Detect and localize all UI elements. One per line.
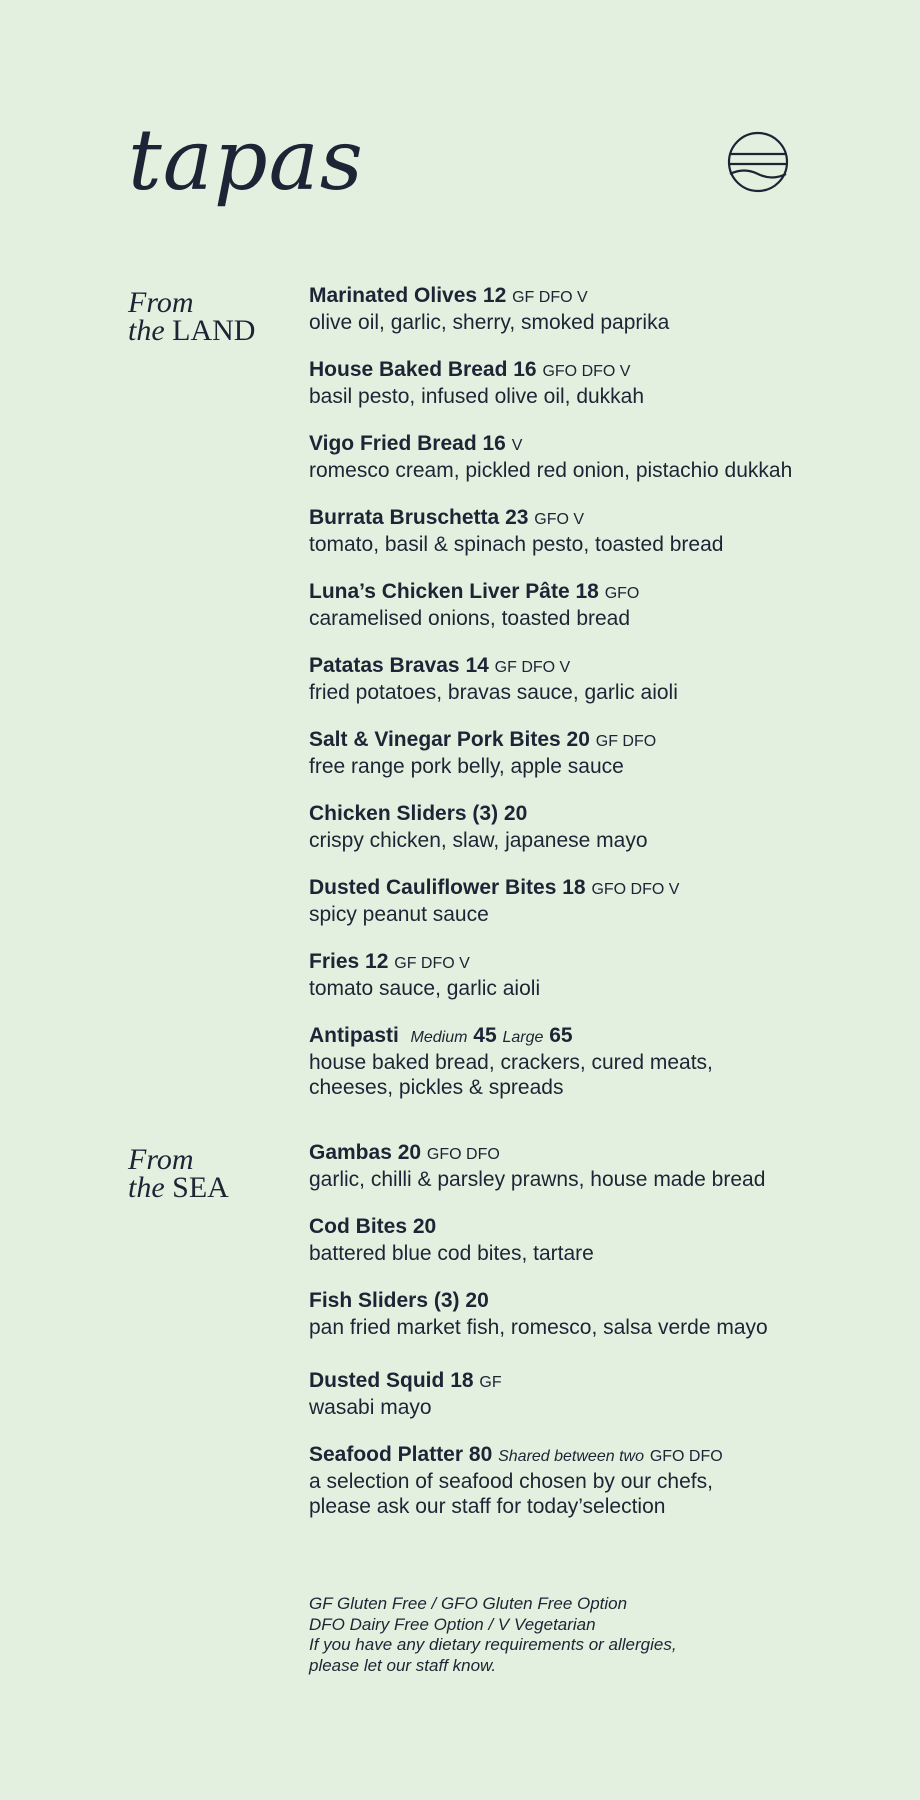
- item-description: caramelised onions, toasted bread: [309, 607, 631, 630]
- item-description: romesco cream, pickled red onion, pistachio dukkah: [309, 459, 793, 482]
- item-description: basil pesto, infused olive oil, dukkah: [309, 385, 645, 408]
- section-label-land-word: LAND: [172, 314, 256, 347]
- legend-line: please let our staff know.: [309, 1655, 497, 1675]
- item-description: tomato sauce, garlic aioli: [309, 977, 541, 1000]
- item-tags: GF DFO V: [512, 289, 588, 306]
- item-name: Marinated Olives: [309, 284, 478, 307]
- sea-menu-list: [309, 1140, 909, 1541]
- item-name: Vigo Fried Bread: [309, 432, 477, 455]
- menu-item-seafood-platter: [309, 1442, 909, 1519]
- item-name: Gambas: [309, 1141, 392, 1164]
- land-menu-list: [309, 283, 909, 1122]
- item-tags: GFO DFO V: [542, 363, 631, 380]
- size-label-medium: Medium: [410, 1029, 468, 1046]
- item-name: Seafood Platter: [309, 1443, 464, 1466]
- item-tags: GFO DFO: [426, 1146, 500, 1163]
- item-price: 16: [482, 432, 506, 455]
- item-tags: GFO V: [534, 511, 585, 528]
- item-description: free range pork belly, apple sauce: [309, 755, 624, 778]
- item-note: Shared between two: [498, 1448, 644, 1465]
- item-description: spicy peanut sauce: [309, 903, 489, 926]
- item-price: 16: [513, 358, 537, 381]
- item-name: Dusted Cauliflower Bites: [309, 876, 557, 899]
- menu-item: [309, 579, 909, 631]
- item-name: Dusted Squid: [309, 1369, 445, 1392]
- menu-item: [309, 727, 909, 779]
- item-description-line2: please ask our staff for today’selection: [309, 1495, 666, 1518]
- size-label-large: Large: [502, 1029, 544, 1046]
- item-price: 80: [468, 1443, 493, 1466]
- menu-item: [309, 1288, 909, 1340]
- item-price: 20: [412, 1215, 437, 1238]
- item-price: 18: [450, 1369, 474, 1392]
- item-price: 20: [397, 1141, 422, 1164]
- item-name: Luna’s Chicken Liver Pâte: [309, 580, 570, 603]
- item-price: 23: [505, 506, 529, 529]
- section-label-land: [128, 286, 256, 347]
- item-name: Salt & Vinegar Pork Bites: [309, 728, 561, 751]
- menu-item: [309, 1214, 909, 1266]
- item-description: fried potatoes, bravas sauce, garlic aioli: [309, 681, 678, 704]
- item-name: Patatas Bravas: [309, 654, 460, 677]
- dietary-legend: [309, 1594, 677, 1676]
- section-label-the: the: [128, 1171, 165, 1204]
- item-tags: GF DFO: [595, 733, 657, 750]
- item-description: garlic, chilli & parsley prawns, house made bread: [309, 1168, 766, 1191]
- item-name: Antipasti: [309, 1024, 399, 1047]
- legend-line: DFO Dairy Free Option / V Vegetarian: [309, 1614, 596, 1634]
- menu-item: [309, 653, 909, 705]
- item-name: House Baked Bread: [309, 358, 508, 381]
- item-tags: GF DFO V: [494, 659, 571, 676]
- item-description: wasabi mayo: [309, 1396, 432, 1419]
- item-description-line2: cheeses, pickles & spreads: [309, 1076, 564, 1099]
- item-price: 20: [566, 728, 590, 751]
- item-tags: GF: [479, 1374, 502, 1391]
- item-tags: GF DFO V: [394, 955, 470, 972]
- item-tags: GFO: [604, 585, 640, 602]
- item-name: Burrata Bruschetta: [309, 506, 500, 529]
- price-large: 65: [549, 1024, 573, 1047]
- item-description: battered blue cod bites, tartare: [309, 1242, 594, 1265]
- item-price: 20: [503, 802, 528, 825]
- menu-item-antipasti: [309, 1023, 909, 1100]
- item-price: 20: [465, 1289, 489, 1312]
- section-label-from: From: [128, 1143, 194, 1176]
- item-description: olive oil, garlic, sherry, smoked paprika: [309, 311, 670, 334]
- section-label-the: the: [128, 314, 165, 347]
- menu-item: [309, 283, 909, 335]
- menu-item: [309, 1368, 909, 1420]
- section-label-from: From: [128, 286, 194, 319]
- item-description-line1: a selection of seafood chosen by our chefs,: [309, 1470, 713, 1493]
- item-description: pan fried market fish, romesco, salsa verde mayo: [309, 1316, 768, 1339]
- menu-item: [309, 801, 909, 853]
- legend-line: GF Gluten Free / GFO Gluten Free Option: [309, 1594, 628, 1613]
- item-tags: GFO DFO V: [591, 881, 680, 898]
- item-price: 18: [562, 876, 586, 899]
- section-label-sea-word: SEA: [172, 1171, 229, 1204]
- item-description-line1: house baked bread, crackers, cured meats,: [309, 1051, 713, 1074]
- item-price: 12: [365, 950, 389, 973]
- wave-circle-icon: [727, 131, 789, 193]
- menu-item: [309, 505, 909, 557]
- section-label-sea: [128, 1143, 229, 1204]
- item-description: tomato, basil & spinach pesto, toasted bread: [309, 533, 724, 556]
- menu-item: [309, 949, 909, 1001]
- menu-title: tapas: [128, 111, 364, 209]
- item-name: Fries: [309, 950, 360, 973]
- item-name: Chicken Sliders (3): [309, 802, 499, 825]
- item-name: Cod Bites: [309, 1215, 408, 1238]
- item-price: 18: [575, 580, 599, 603]
- legend-line: If you have any dietary requirements or allergies,: [309, 1635, 677, 1654]
- menu-item: [309, 431, 909, 483]
- item-description: crispy chicken, slaw, japanese mayo: [309, 829, 648, 852]
- item-price: 14: [465, 654, 489, 677]
- menu-item: [309, 357, 909, 409]
- menu-item: [309, 875, 909, 927]
- item-price: 12: [482, 284, 507, 307]
- item-tags: V: [511, 437, 523, 454]
- item-name: Fish Sliders (3): [309, 1289, 460, 1312]
- menu-item: [309, 1140, 909, 1192]
- item-tags: GFO DFO: [649, 1448, 723, 1465]
- price-medium: 45: [473, 1024, 497, 1047]
